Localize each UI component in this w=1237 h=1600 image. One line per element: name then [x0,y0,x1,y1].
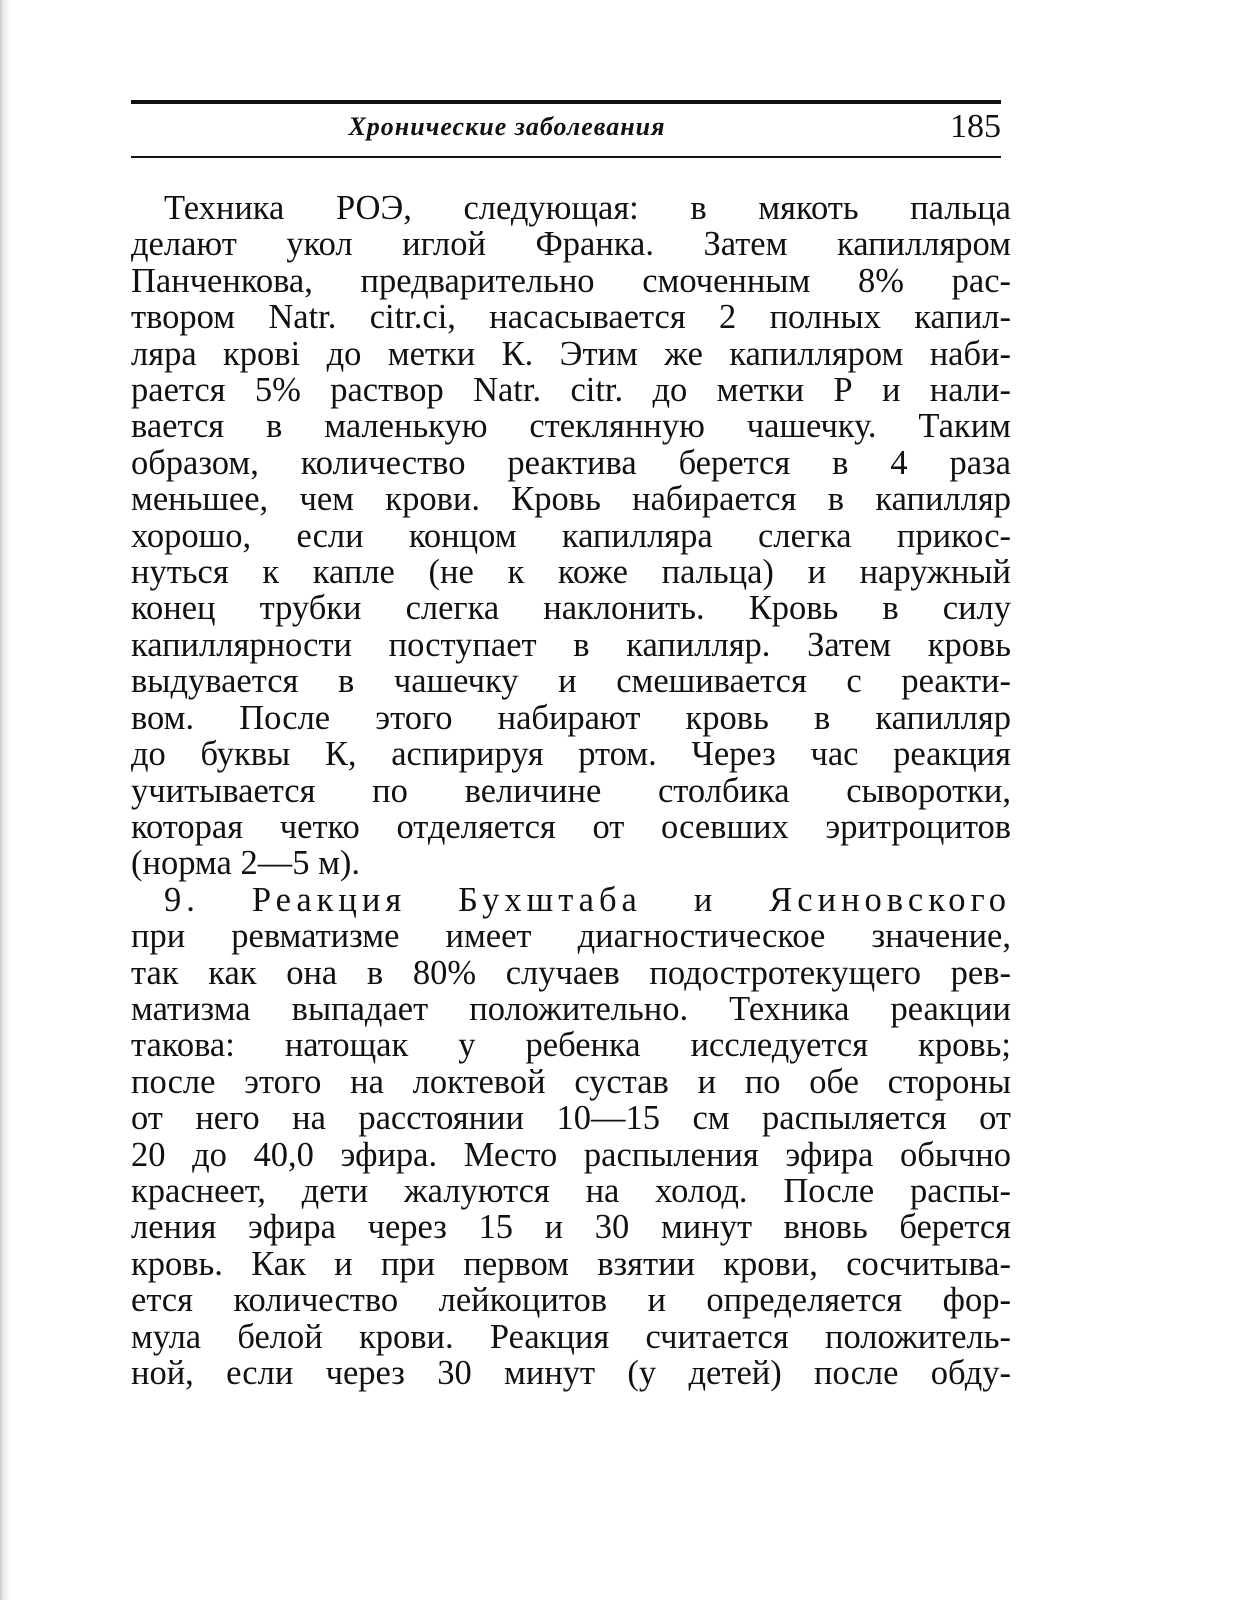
text-line: ется количество лейкоцитов и определяется фор- [131,1281,1011,1320]
text-line: кровь. Как и при первом взятии крови, сосчитыва- [131,1244,1011,1283]
text-line: от него на расстоянии 10—15 см распыляется от [131,1099,1011,1138]
text-line: так как она в 80% случаев подостротекущего рев- [131,953,1011,992]
header-top-rule [131,100,1001,104]
text-line: выдувается в чашечку и смешивается с реакти- [131,662,1011,701]
text-line: капиллярности поступает в капилляр. Затем кровь [131,625,1011,664]
text-line: учитывается по величине столбика сыворотки, [131,771,1011,810]
text-line: твором Natr. citr.ci, насасывается 2 полных капил- [131,298,1011,337]
text-line: такова: натощак у ребенка исследуется кровь; [131,1026,1011,1065]
text-line: мула белой крови. Реакция считается положитель- [131,1317,1011,1356]
text-line: ляра кровi до метки К. Этим же капилляром наби- [131,334,1011,373]
running-title: Хронические заболевания [348,112,666,141]
text-line: образом, количество реактива берется в 4 раза [131,443,1011,482]
text-line: делают укол иглой Франка. Затем капилляром [131,225,1011,264]
page-header [131,100,1001,158]
header-bottom-rule [131,156,1001,158]
text-line: ления эфира через 15 и 30 минут вновь берется [131,1208,1011,1247]
text-line: при ревматизме имеет диагностическое значение, [131,917,1011,956]
text-line: краснеет, дети жалуются на холод. После распы- [131,1171,1011,1210]
text-line: ной, если через 30 минут (у детей) после обду- [131,1354,1011,1392]
text-line: Панченкова, предварительно смоченным 8% рас- [131,261,1011,300]
text-line: хорошо, если концом капилляра слегка прикос- [131,516,1011,555]
body-text [131,190,1011,1391]
text-line: Техника РОЭ, следующая: в мякоть пальца [164,189,1011,227]
text-line: конец трубки слегка наклонить. Кровь в силу [131,589,1011,628]
text-line: вом. После этого набирают кровь в капилляр [131,698,1011,737]
text-line: матизма выпадает положительно. Техника реакции [131,989,1011,1028]
text-line: которая четко отделяется от осевших эритроцитов [131,807,1011,846]
page-number: 185 [950,108,1001,145]
text-line: 20 до 40,0 эфира. Место распыления эфира обычно [131,1135,1011,1174]
text-line: до буквы К, аспирируя ртом. Через час реакция [131,735,1011,774]
text-line: вается в маленькую стеклянную чашечку. Таким [131,407,1011,446]
text-line: после этого на локтевой сустав и по обе стороны [131,1062,1011,1101]
text-line: рается 5% раствор Natr. citr. до метки Р и нали- [131,371,1011,410]
text-line: меньшее, чем крови. Кровь набирается в капилляр [131,480,1011,519]
scan-left-edge [0,0,10,1600]
text-line: (норма 2—5 м). [131,844,361,883]
text-line: нуться к капле (не к коже пальца) и наружный [131,553,1011,592]
section-heading-line: 9. Реакция Бухштаба и Ясиновского [164,880,1011,919]
